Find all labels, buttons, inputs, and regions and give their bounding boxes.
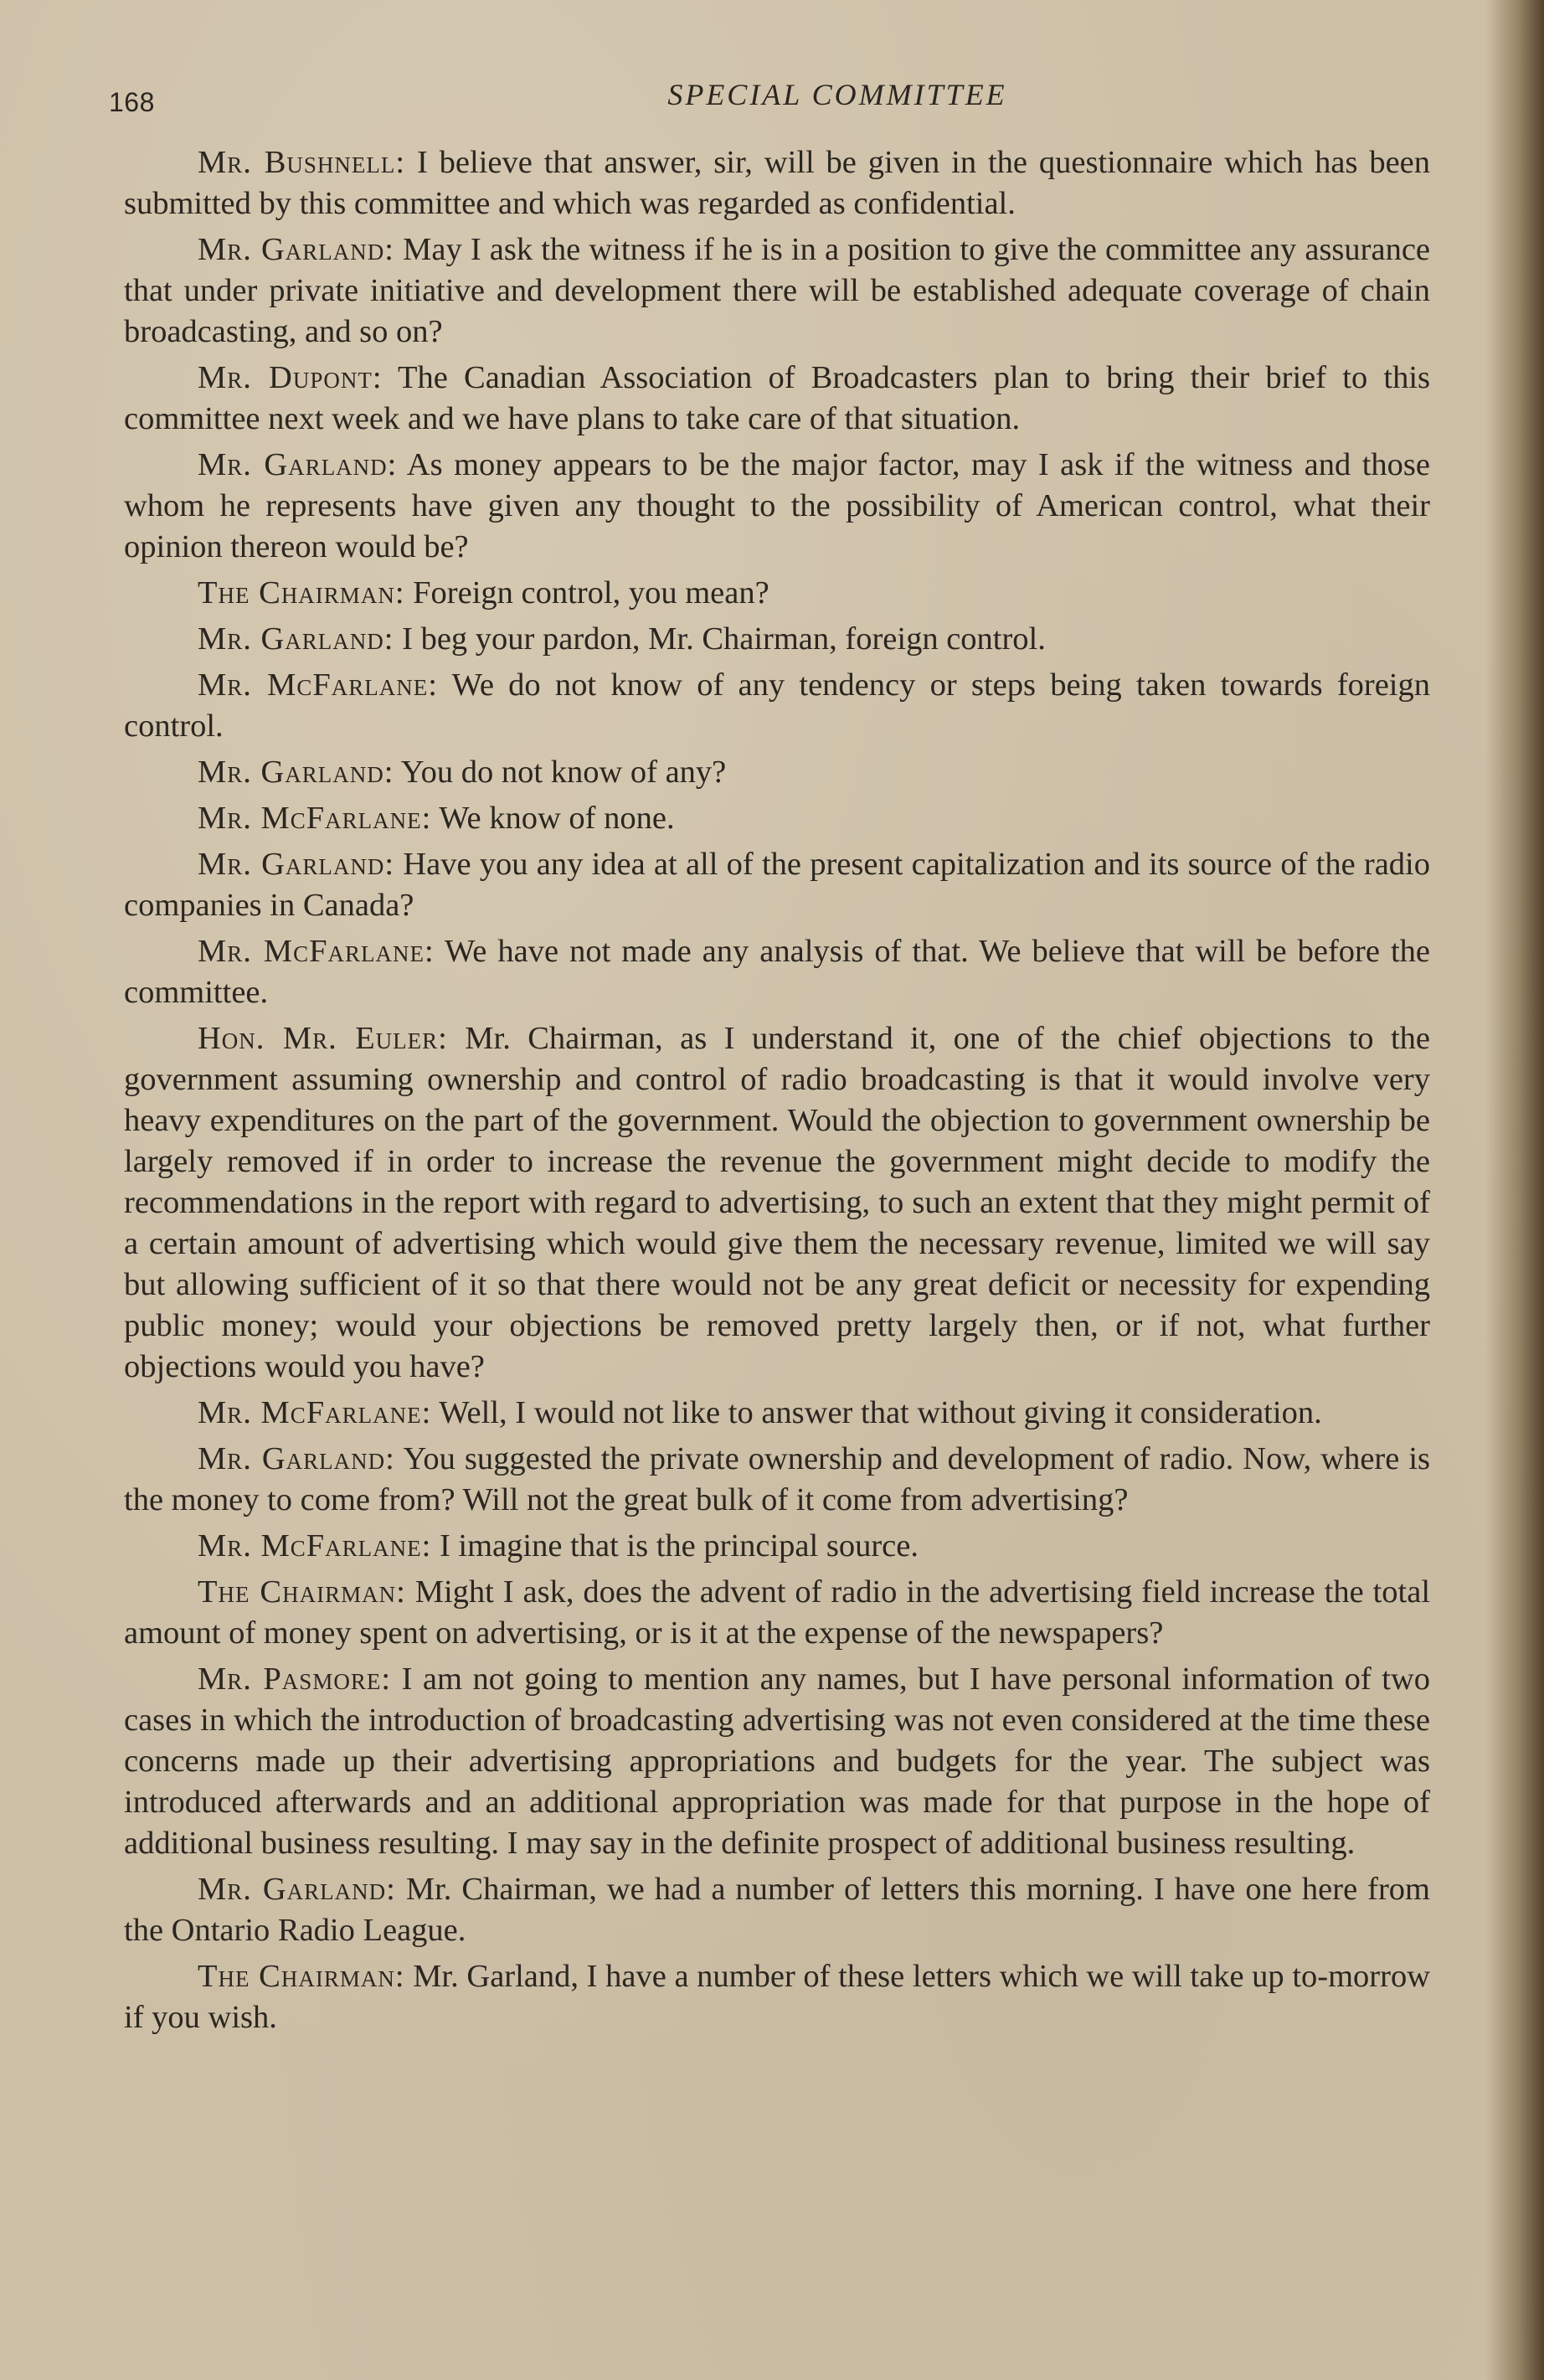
transcript-paragraph bbox=[124, 752, 1430, 793]
statement-text: Might I ask, does the advent of radio in the advertising field increase the total amount of money spent on advertising, or is it at the expense of the newspapers? bbox=[124, 1574, 1431, 1651]
statement-text: Foreign control, you mean? bbox=[413, 575, 769, 610]
speaker-label: Mr. Dupont: bbox=[198, 360, 383, 395]
speaker-label: Mr. Garland: bbox=[198, 1872, 396, 1907]
speaker-label: Mr. Garland: bbox=[198, 447, 398, 482]
speaker-label: The Chairman: bbox=[198, 575, 405, 610]
statement-text: I am not going to mention any names, but I have personal information of two cases in which the introduction of broadcasting advertising was not even considered at the time these concerns made up their advertising appropriations and budgets for the year. The subject was introduced afterwards and an additional appropriation was made for that purpose in the hope of additional business resulting. I may say in the definite prospect of additional business resulting. bbox=[124, 1661, 1431, 1861]
transcript-paragraph bbox=[124, 1956, 1430, 2038]
speaker-label: Mr. McFarlane: bbox=[198, 801, 432, 836]
page-number: 168 bbox=[109, 87, 155, 117]
transcript-paragraph bbox=[124, 1393, 1430, 1434]
speaker-label: Mr. Garland: bbox=[198, 847, 395, 882]
book-gutter-shadow bbox=[1485, 0, 1544, 2380]
speaker-label: Mr. McFarlane: bbox=[198, 1528, 432, 1563]
statement-text: We know of none. bbox=[439, 801, 675, 836]
transcript-paragraph bbox=[124, 931, 1430, 1013]
statement-text: I beg your pardon, Mr. Chairman, foreign control. bbox=[402, 621, 1046, 657]
speaker-label: Mr. Garland: bbox=[198, 232, 394, 267]
speaker-label: The Chairman: bbox=[198, 1959, 405, 1994]
speaker-label: Mr. McFarlane: bbox=[198, 667, 438, 703]
page-header bbox=[109, 77, 1432, 127]
transcript-paragraph bbox=[124, 1869, 1430, 1951]
speaker-label: Mr. Bushnell: bbox=[198, 145, 406, 180]
speaker-label: The Chairman: bbox=[198, 1574, 406, 1610]
transcript-paragraph bbox=[124, 142, 1430, 224]
transcript-paragraph bbox=[124, 1439, 1430, 1521]
running-head: SPECIAL COMMITTEE bbox=[667, 78, 1007, 111]
statement-text: Mr. Chairman, as I understand it, one of the chief objections to the government assuming ownership and control of radio broadcasting is that it would involve very heavy expenditures on the part of the government. Would the objection to government ownership be largely removed if in order to increase the revenue the government might decide to modify the recommendations in the report with regard to advertising, to such an extent that they might permit of a certain amount of advertising which would give them the necessary revenue, limited we will say but allowing sufficient of it so that there would not be any great deficit or necessity for expending public money; would your objections be removed pretty largely then, or if not, what further objections would you have? bbox=[124, 1021, 1431, 1384]
transcript-paragraph bbox=[124, 1526, 1430, 1567]
transcript-paragraph bbox=[124, 229, 1430, 353]
transcript-paragraph bbox=[124, 445, 1430, 568]
statement-text: Mr. Chairman, we had a number of letters this morning. I have one here from the Ontario Radio League. bbox=[124, 1872, 1430, 1948]
statement-text: We do not know of any tendency or steps being taken towards foreign control. bbox=[124, 667, 1430, 744]
statement-text: May I ask the witness if he is in a position to give the committee any assurance that under private initiative and development there will be established adequate coverage of chain broadcasting, and so on? bbox=[124, 232, 1430, 349]
statement-text: Mr. Garland, I have a number of these letters which we will take up to-morrow if you wish. bbox=[124, 1959, 1430, 2035]
statement-text: We have not made any analysis of that. We believe that will be before the committee. bbox=[124, 934, 1430, 1010]
speaker-label: Mr. McFarlane: bbox=[198, 934, 435, 969]
transcript-paragraph bbox=[124, 358, 1430, 440]
transcript-paragraph bbox=[124, 798, 1430, 839]
statement-text: You do not know of any? bbox=[400, 755, 727, 790]
transcript-paragraph bbox=[124, 1572, 1430, 1654]
transcript-paragraph bbox=[124, 665, 1430, 747]
transcript-paragraph bbox=[124, 1659, 1430, 1864]
statement-text: You suggested the private ownership and development of radio. Now, where is the money to come from? Will not the great bulk of it come from advertising? bbox=[124, 1441, 1430, 1517]
statement-text: Have you any idea at all of the present capitalization and its source of the radio companies in Canada? bbox=[124, 847, 1430, 923]
speaker-label: Mr. Garland: bbox=[198, 621, 394, 657]
transcript-paragraph bbox=[124, 573, 1430, 614]
transcript-body bbox=[124, 142, 1430, 2043]
transcript-paragraph bbox=[124, 619, 1430, 660]
statement-text: I imagine that is the principal source. bbox=[439, 1528, 919, 1563]
statement-text: Well, I would not like to answer that without giving it consideration. bbox=[439, 1395, 1322, 1430]
statement-text: The Canadian Association of Broadcasters plan to bring their brief to this committee next week and we have plans to take care of that situation. bbox=[124, 360, 1430, 436]
speaker-label: Mr. Garland: bbox=[198, 755, 394, 790]
speaker-label: Mr. Pasmore: bbox=[198, 1661, 392, 1697]
statement-text: As money appears to be the major factor, may I ask if the witness and those whom he represents have given any thought to the possibility of American control, what their opinion thereon would be? bbox=[124, 447, 1430, 564]
transcript-paragraph bbox=[124, 1018, 1430, 1388]
transcript-paragraph bbox=[124, 844, 1430, 926]
statement-text: I believe that answer, sir, will be given in the questionnaire which has been submitted by this committee and which was regarded as confidential. bbox=[124, 145, 1430, 221]
speaker-label: Mr. McFarlane: bbox=[198, 1395, 432, 1430]
speaker-label: Mr. Garland: bbox=[198, 1441, 395, 1476]
speaker-label: Hon. Mr. Euler: bbox=[198, 1021, 448, 1056]
